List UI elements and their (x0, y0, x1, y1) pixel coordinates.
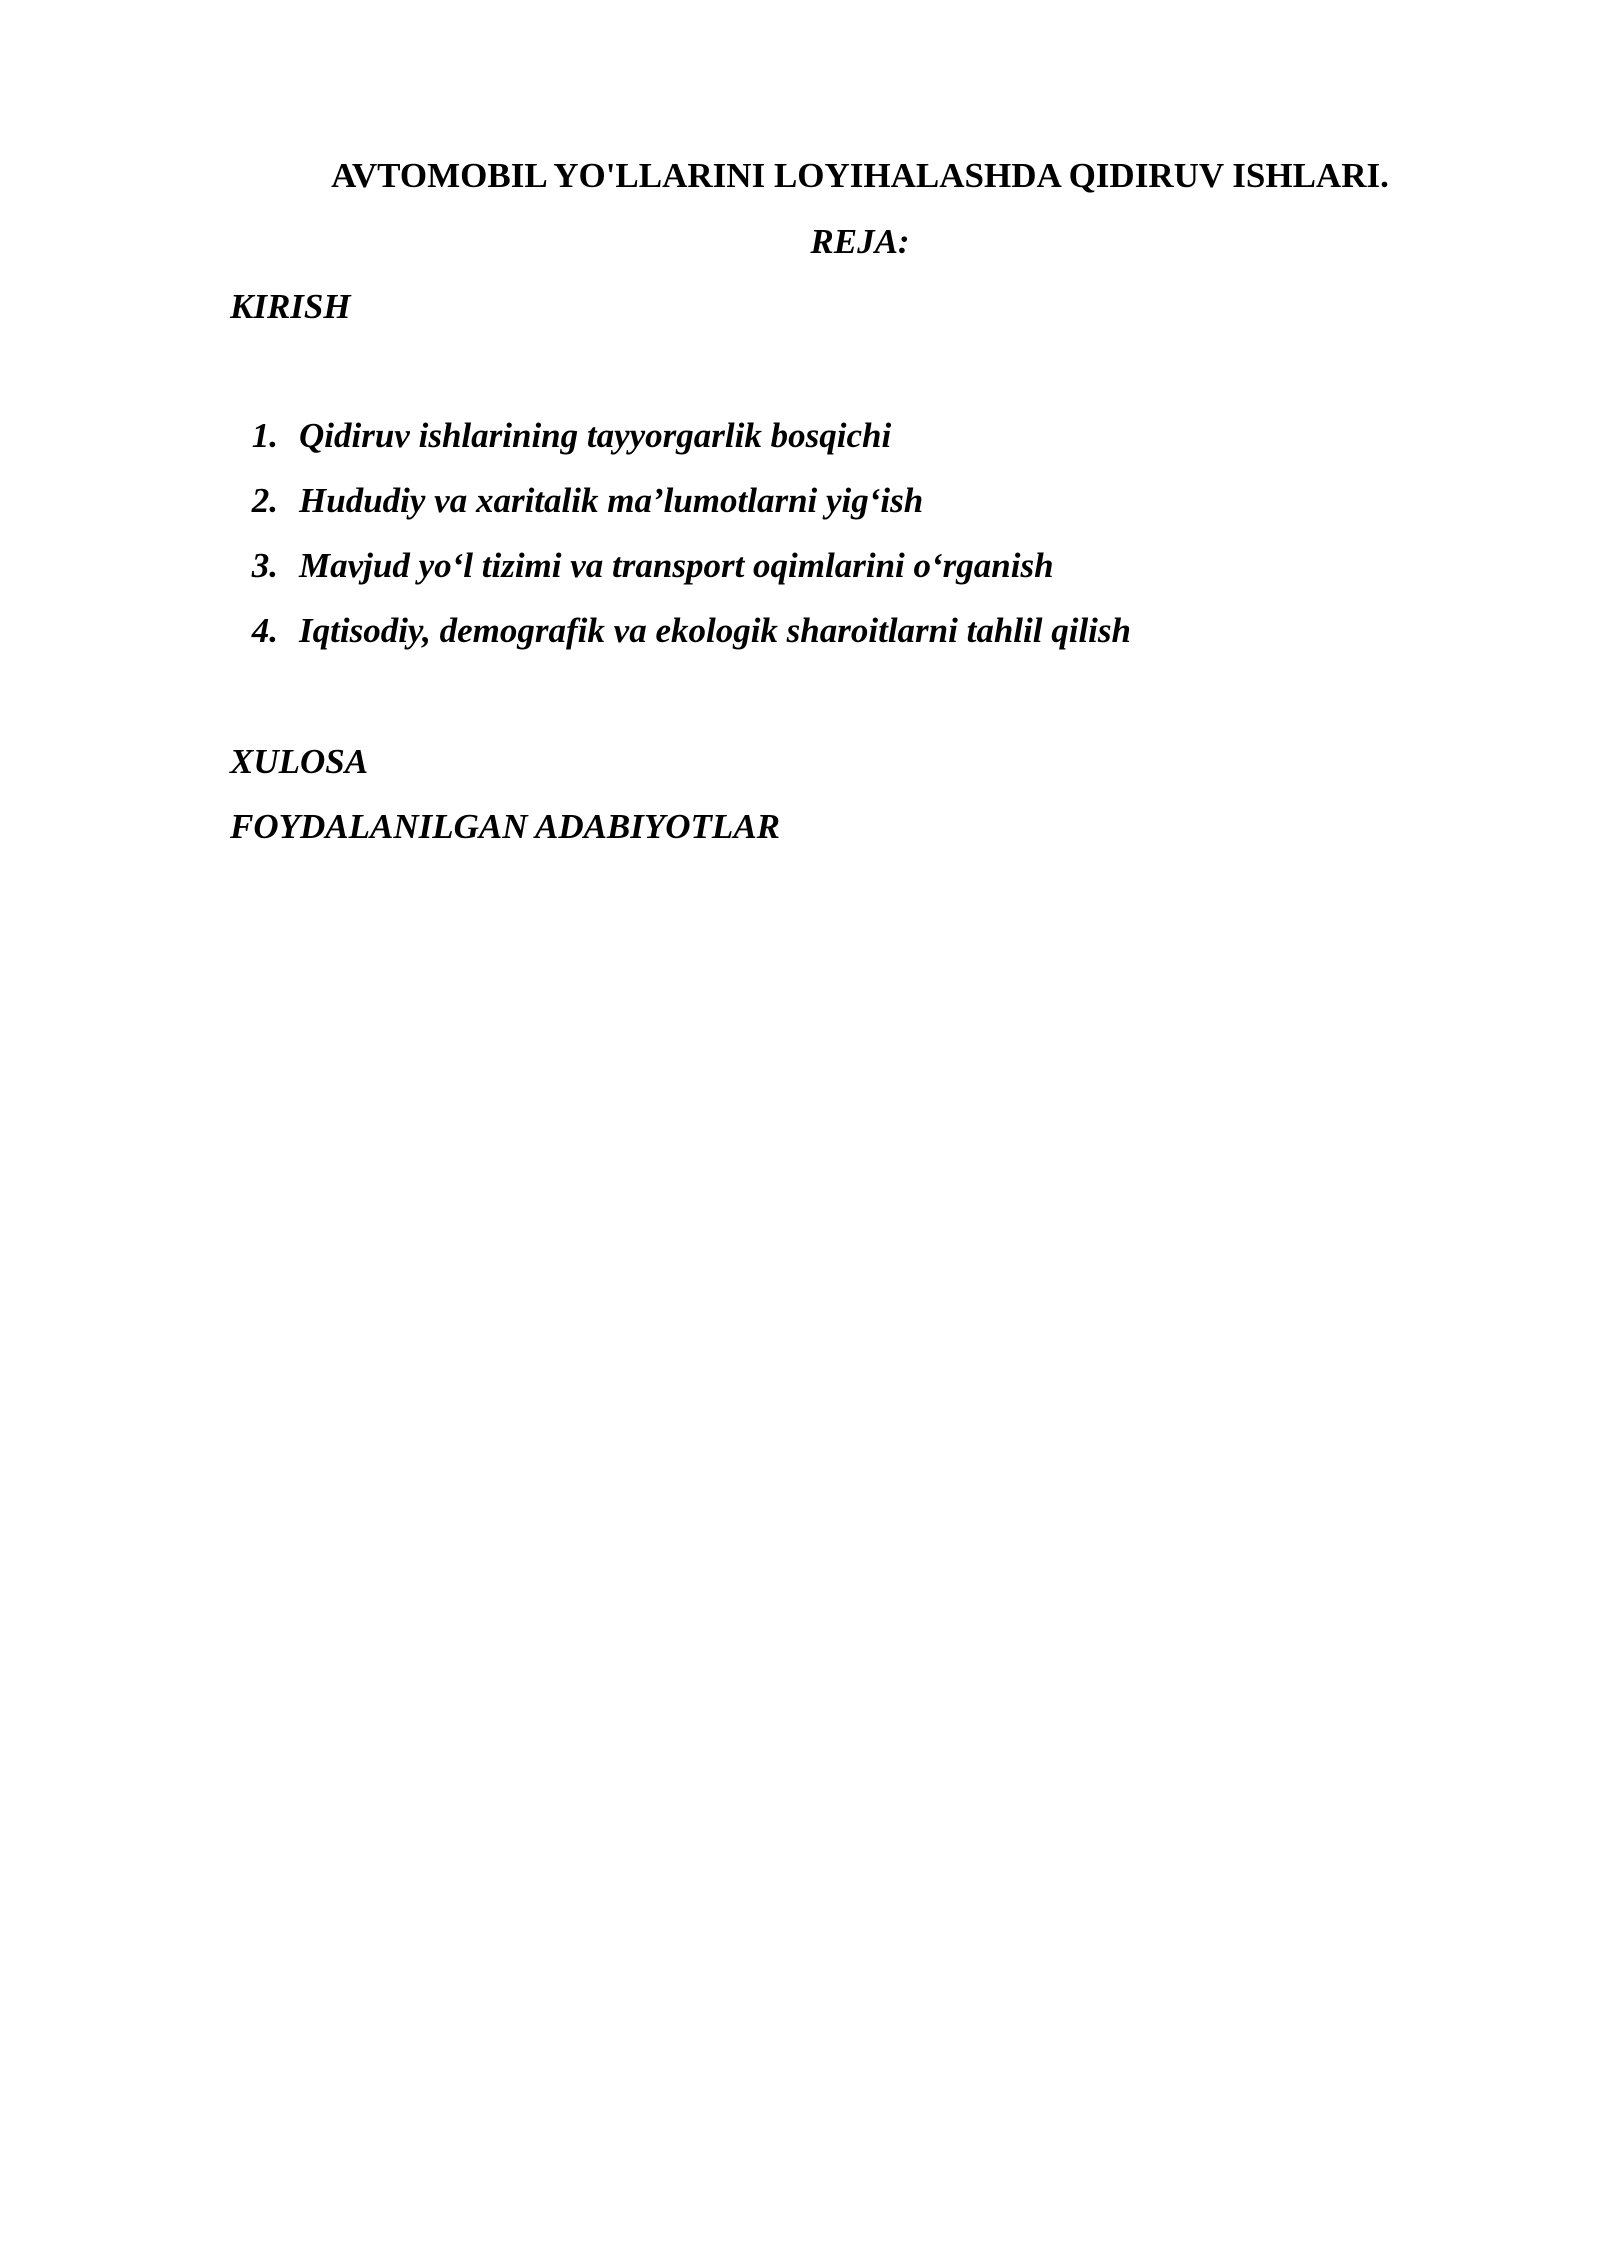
plan-heading: REJA: (810, 222, 910, 261)
plan-item-text: Iqtisodiy, demografik va ekologik sharoitlarni tahlil qilish (299, 611, 1131, 650)
plan-item (230, 607, 1131, 672)
plan-item (230, 542, 1131, 607)
plan-list (230, 412, 1131, 672)
plan-item-text: Hududiy va xaritalik ma’lumotlarni yig‘ish (299, 481, 924, 520)
plan-item-number: 2. (251, 481, 278, 520)
document-title: AVTOMOBIL YO'LLARINI LOYIHALASHDA QIDIRUV ISHLARI. (331, 156, 1389, 195)
plan-item-text: Mavjud yo‘l tizimi va transport oqimlarini o‘rganish (299, 546, 1054, 585)
plan-item-number: 1. (251, 416, 278, 455)
plan-item (230, 412, 1131, 477)
plan-item-number: 3. (251, 546, 278, 585)
intro-heading: KIRISH (230, 287, 351, 326)
references-heading: FOYDALANILGAN ADABIYOTLAR (230, 807, 781, 846)
conclusion-heading: XULOSA (230, 742, 369, 781)
plan-item (230, 477, 1131, 542)
plan-item-number: 4. (251, 611, 278, 650)
plan-item-text: Qidiruv ishlarining tayyorgarlik bosqichi (299, 416, 892, 455)
